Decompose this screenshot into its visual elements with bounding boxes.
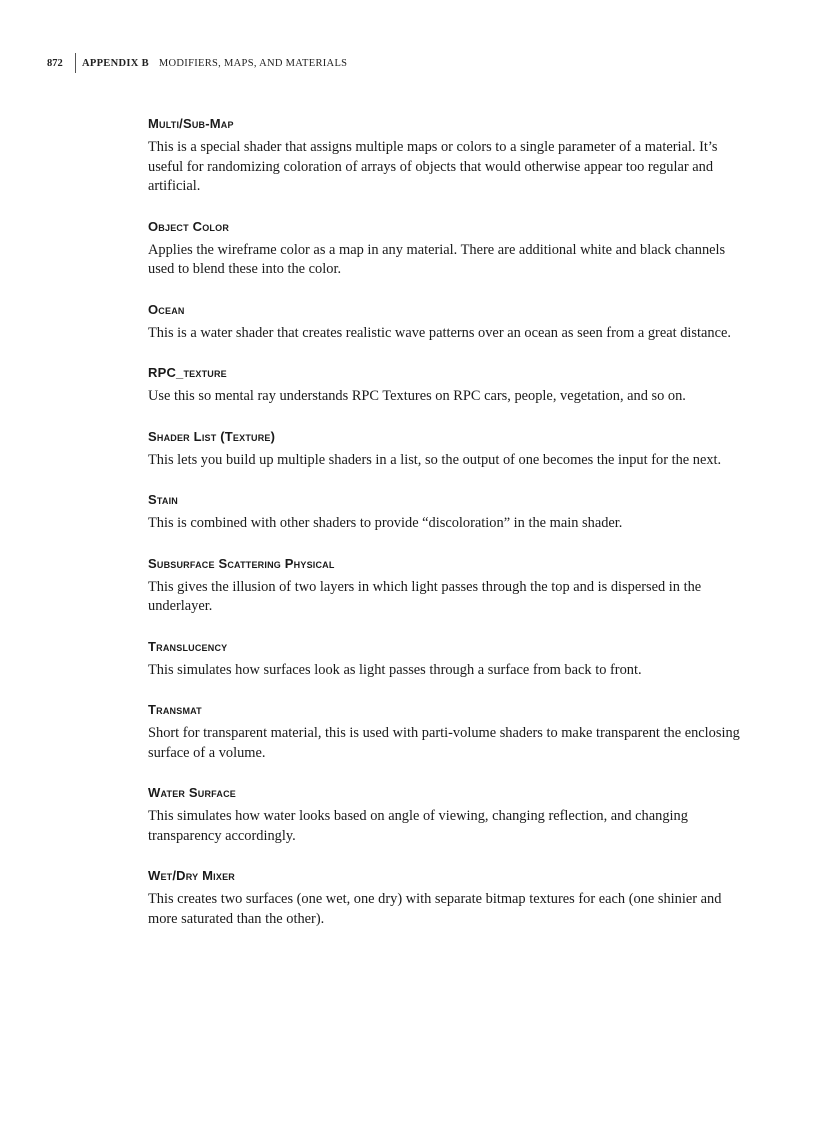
- entry-wet-dry-mixer: [148, 868, 748, 929]
- entry-body: Short for transparent material, this is used with parti-volume shaders to make transparent the enclosing surface of a volume.: [148, 725, 740, 761]
- entry-body: Use this so mental ray understands RPC Textures on RPC cars, people, vegetation, and so on.: [148, 388, 686, 404]
- entry-title: RPC_texture: [148, 365, 227, 380]
- entry-water-surface: [148, 785, 748, 846]
- entry-title: Shader List (Texture): [148, 428, 276, 444]
- entry-body: This is a water shader that creates realistic wave patterns over an ocean as seen from a great distance.: [148, 324, 731, 341]
- header-divider: [75, 53, 76, 73]
- entry-title: Transmat: [148, 702, 202, 717]
- entry-body: This lets you build up multiple shaders in a list, so the output of one becomes the input for the next.: [148, 451, 722, 468]
- entry-ocean: [148, 302, 748, 344]
- entry-title: Multi/Sub-Map: [148, 116, 234, 131]
- page-number: 872: [47, 57, 63, 69]
- entry-title: Translucency: [148, 638, 228, 654]
- chapter-title: MODIFIERS, MAPS, AND MATERIALS: [158, 57, 348, 69]
- entry-body: This is combined with other shaders to provide “discoloration” in the main shader.: [148, 515, 623, 531]
- entry-title: Ocean: [148, 301, 185, 317]
- entry-multi-sub-map: [148, 116, 748, 197]
- entry-body: This is a special shader that assigns multiple maps or colors to a single parameter of a material. It’s useful for randomizing coloration of arrays of objects that would otherwise appear too regular and artificial.: [148, 139, 718, 194]
- entry-body: This simulates how water looks based on angle of viewing, changing reflection, and changing transparency accordingly.: [148, 808, 688, 844]
- entry-transmat: [148, 702, 748, 763]
- entry-title: Wet/Dry Mixer: [148, 868, 235, 883]
- entry-object-color: [148, 219, 748, 280]
- entry-title: Subsurface Scattering Physical: [148, 555, 335, 571]
- entry-stain: [148, 492, 748, 534]
- entry-body: This creates two surfaces (one wet, one dry) with separate bitmap textures for each (one shinier and more saturated than the other).: [148, 891, 722, 927]
- entry-title: Object Color: [148, 218, 230, 234]
- entry-shader-list-texture: [148, 429, 748, 471]
- entry-subsurface-scattering: [148, 556, 748, 617]
- appendix-label: APPENDIX B: [82, 57, 149, 69]
- entry-body: This gives the illusion of two layers in which light passes through the top and is dispersed in the underlayer.: [148, 578, 702, 614]
- entry-rpc-texture: [148, 365, 748, 407]
- entry-translucency: [148, 639, 748, 681]
- running-head: [47, 53, 347, 73]
- entry-body: This simulates how surfaces look as light passes through a surface from back to front.: [148, 661, 642, 678]
- entry-title: Water Surface: [148, 785, 236, 800]
- entry-body: Applies the wireframe color as a map in any material. There are additional white and black channels used to blend these into the color.: [148, 241, 726, 277]
- entry-title: Stain: [148, 492, 178, 507]
- entry-list: [148, 116, 748, 951]
